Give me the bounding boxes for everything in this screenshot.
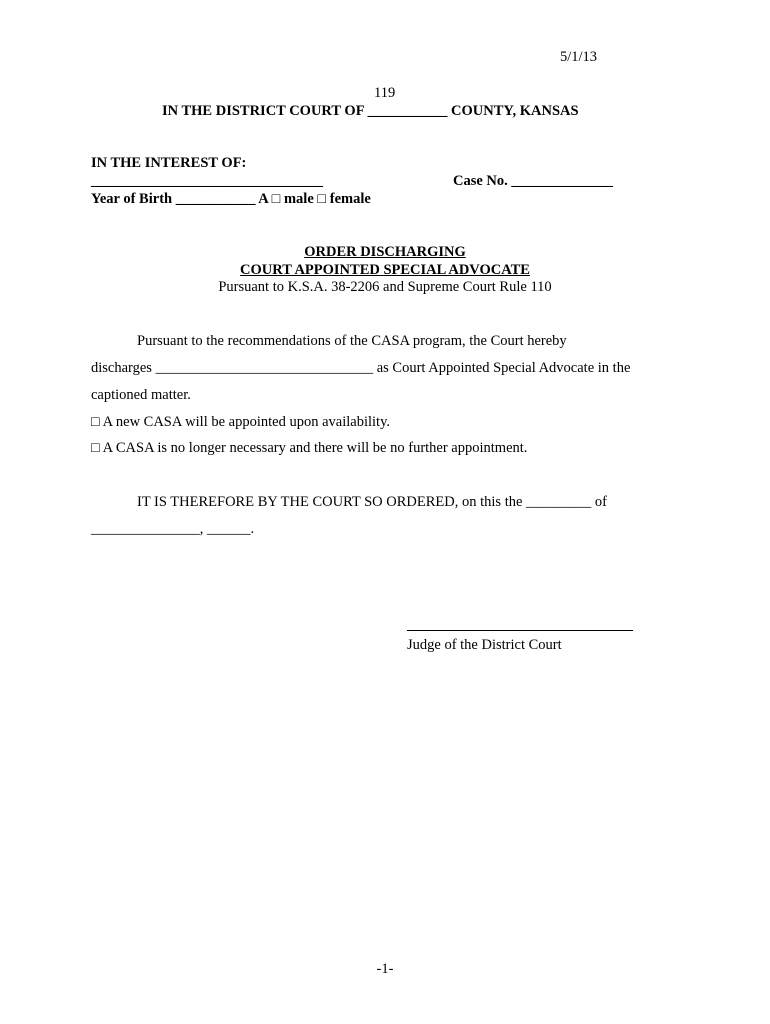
- order-line2: _______________, ______.: [91, 521, 255, 537]
- page-number: -1-: [376, 961, 394, 977]
- case-number: Case No. ______________: [453, 173, 613, 189]
- order-title-line1: ORDER DISCHARGING: [304, 244, 466, 260]
- judge-signature-label: Judge of the District Court: [407, 637, 562, 653]
- para1-line2: discharges ______________________________ as Court Appointed Special Advocate in the: [91, 360, 631, 376]
- para1-line3: captioned matter.: [91, 387, 191, 403]
- interest-of-label: IN THE INTEREST OF:: [91, 155, 247, 171]
- order-title-line2: COURT APPOINTED SPECIAL ADVOCATE: [240, 262, 530, 278]
- court-title: IN THE DISTRICT COURT OF ___________ COUNTY, KANSAS: [162, 103, 579, 119]
- para1-line1: Pursuant to the recommendations of the CASA program, the Court hereby: [137, 333, 567, 349]
- order-authority: Pursuant to K.S.A. 38-2206 and Supreme Court Rule 110: [218, 279, 552, 295]
- signature-line: [407, 630, 633, 631]
- order-line1: IT IS THEREFORE BY THE COURT SO ORDERED, on this the _________ of: [137, 494, 607, 510]
- form-number: 119: [374, 85, 396, 101]
- child-name-blank: ________________________________: [91, 173, 323, 189]
- option-new-casa: □ A new CASA will be appointed upon availability.: [91, 414, 390, 430]
- option-no-casa: □ A CASA is no longer necessary and there will be no further appointment.: [91, 440, 528, 456]
- document-date: 5/1/13: [560, 49, 598, 65]
- year-of-birth-line: Year of Birth ___________ A □ male □ female: [91, 191, 371, 207]
